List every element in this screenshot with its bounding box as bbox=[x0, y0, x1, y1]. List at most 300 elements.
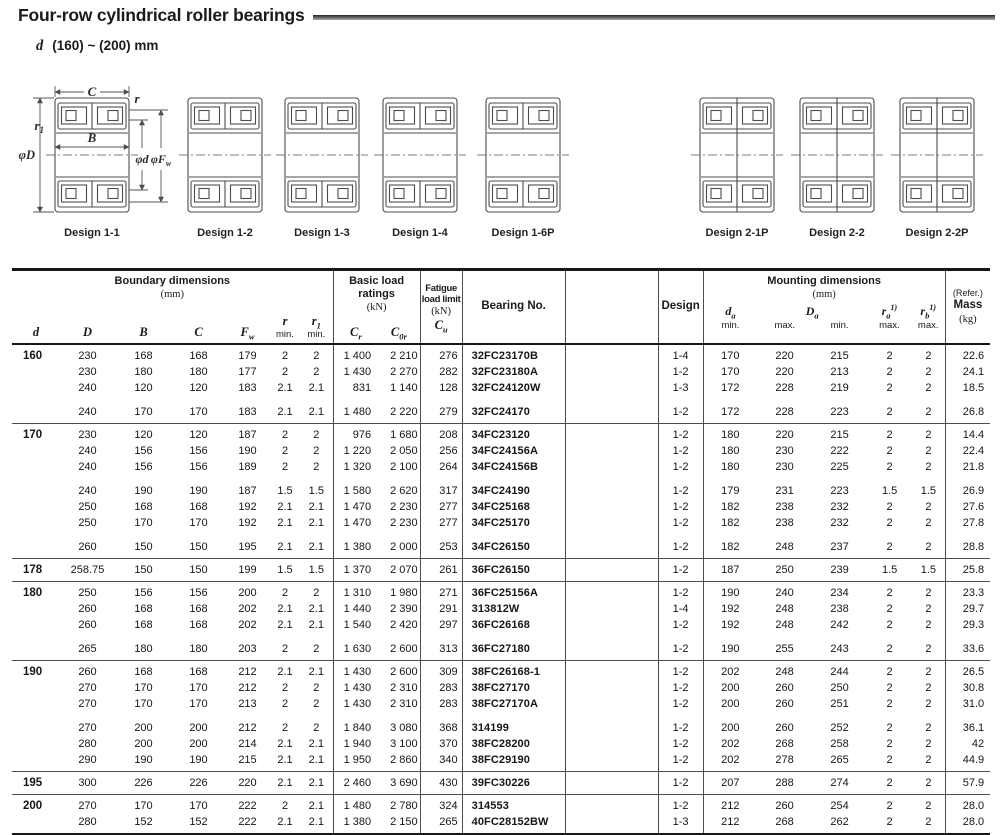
mass: 26.9 bbox=[962, 484, 985, 497]
cu: 264 bbox=[420, 459, 462, 475]
width-c: 180 bbox=[189, 642, 208, 655]
col-sym: d bbox=[32, 325, 40, 340]
cr: 831 bbox=[352, 381, 372, 394]
r-min: 2.1 bbox=[277, 602, 293, 615]
bore-diameter bbox=[12, 443, 60, 459]
cu: 283 bbox=[420, 680, 462, 696]
table-row bbox=[12, 736, 990, 752]
width-b: 170 bbox=[134, 405, 153, 418]
design-code: 1-2 bbox=[658, 424, 703, 444]
c0r: 1 980 bbox=[378, 582, 420, 602]
r-min: 2.1 bbox=[277, 540, 293, 553]
fw: 199 bbox=[238, 563, 257, 576]
cu: 282 bbox=[420, 364, 462, 380]
Da-min: 238 bbox=[830, 602, 849, 615]
bearing-design-diagrams bbox=[0, 84, 1000, 250]
da-min: 202 bbox=[721, 753, 740, 766]
width-c: 170 bbox=[189, 516, 208, 529]
width-b: 170 bbox=[134, 799, 153, 812]
Da-min: 265 bbox=[830, 753, 849, 766]
bore-diameter bbox=[12, 601, 60, 617]
Da-min: 234 bbox=[830, 586, 849, 599]
dimension-label: r bbox=[134, 91, 140, 106]
mass: 25.8 bbox=[962, 563, 985, 576]
bore-diameter: 170 bbox=[23, 428, 43, 441]
mass: 26.5 bbox=[962, 665, 985, 678]
col-sym: $C_{0r}$ bbox=[378, 314, 420, 344]
rb-max: 2 bbox=[912, 617, 945, 633]
bearing-number: 32FC24120W bbox=[462, 380, 565, 396]
c0r: 1 140 bbox=[378, 380, 420, 396]
da-max: 231 bbox=[775, 484, 794, 497]
outer-diameter: 265 bbox=[78, 642, 97, 655]
rb-max: 2 bbox=[912, 364, 945, 380]
outer-diameter: 230 bbox=[78, 349, 97, 362]
width-c: 170 bbox=[189, 681, 208, 694]
table-row bbox=[12, 795, 990, 815]
mass: 31.0 bbox=[962, 697, 985, 710]
cu: 317 bbox=[420, 475, 462, 499]
bearing-number: 36FC25156A bbox=[462, 582, 565, 602]
blank bbox=[565, 459, 658, 475]
cr: 1 430 bbox=[343, 365, 372, 378]
cr: 1 430 bbox=[343, 665, 372, 678]
width-c: 170 bbox=[189, 405, 208, 418]
cr: 2 460 bbox=[343, 776, 372, 789]
bore-diameter bbox=[12, 617, 60, 633]
bore-diameter: 178 bbox=[23, 563, 43, 576]
mass: 42 bbox=[971, 737, 985, 750]
blank bbox=[565, 712, 658, 736]
bearing-cross-section bbox=[179, 98, 271, 212]
ra-max: 2 bbox=[886, 365, 893, 378]
mass: 44.9 bbox=[962, 753, 985, 766]
bore-section-180 bbox=[12, 582, 990, 661]
cr: 1 440 bbox=[343, 602, 372, 615]
c0r: 2 220 bbox=[378, 396, 420, 424]
Da-min: 252 bbox=[830, 721, 849, 734]
Da-min: 251 bbox=[830, 697, 849, 710]
r-min: 2.1 bbox=[277, 665, 293, 678]
da-min: 202 bbox=[721, 737, 740, 750]
outer-diameter: 290 bbox=[78, 753, 97, 766]
bore-diameter bbox=[12, 736, 60, 752]
outer-diameter: 260 bbox=[78, 618, 97, 631]
table-row bbox=[12, 772, 990, 795]
cu: 297 bbox=[420, 617, 462, 633]
fw: 200 bbox=[238, 586, 257, 599]
width-c: 120 bbox=[189, 428, 208, 441]
rb-max: 2 bbox=[912, 712, 945, 736]
da-max: 260 bbox=[775, 799, 794, 812]
design-code: 1-2 bbox=[658, 499, 703, 515]
Da-min: 232 bbox=[830, 516, 849, 529]
ra-max: 2 bbox=[886, 460, 893, 473]
bore-diameter bbox=[12, 475, 60, 499]
width-b: 168 bbox=[134, 665, 153, 678]
da-min: 192 bbox=[721, 618, 740, 631]
outer-diameter: 300 bbox=[78, 776, 97, 789]
blank bbox=[565, 582, 658, 602]
bearing-no-header: Bearing No. bbox=[462, 270, 565, 345]
bore-diameter: 200 bbox=[23, 799, 43, 812]
da-max: 248 bbox=[775, 665, 794, 678]
da-min: 187 bbox=[721, 563, 740, 576]
width-b: 168 bbox=[134, 602, 153, 615]
cu: 261 bbox=[420, 559, 462, 582]
design-label: Design 1-4 bbox=[392, 227, 448, 239]
table-header bbox=[12, 270, 990, 345]
c0r: 1 680 bbox=[378, 424, 420, 444]
bearing-number: 34FC24190 bbox=[462, 475, 565, 499]
cr: 1 430 bbox=[343, 697, 372, 710]
outer-diameter: 280 bbox=[78, 815, 97, 828]
cu: 324 bbox=[420, 795, 462, 815]
col-sym: r min. bbox=[276, 314, 294, 341]
outer-diameter: 270 bbox=[78, 721, 97, 734]
mass: 21.8 bbox=[962, 460, 985, 473]
da-min: 180 bbox=[721, 460, 740, 473]
outer-diameter: 230 bbox=[78, 365, 97, 378]
c0r: 2 150 bbox=[378, 814, 420, 834]
Da-min: 213 bbox=[830, 365, 849, 378]
mass: 33.6 bbox=[962, 642, 985, 655]
dimension-label: φd bbox=[135, 152, 149, 166]
cr: 1 400 bbox=[343, 349, 372, 362]
Da-min: 223 bbox=[830, 484, 849, 497]
outer-diameter: 260 bbox=[78, 602, 97, 615]
r1-min: 2.1 bbox=[300, 601, 333, 617]
outer-diameter: 258.75 bbox=[70, 563, 105, 576]
da-max: 260 bbox=[775, 721, 794, 734]
width-b: 120 bbox=[134, 381, 153, 394]
table-row bbox=[12, 515, 990, 531]
bore-diameter bbox=[12, 459, 60, 475]
da-min: 180 bbox=[721, 444, 740, 457]
blank bbox=[565, 661, 658, 681]
design-code: 1-2 bbox=[658, 772, 703, 795]
blank bbox=[565, 696, 658, 712]
mass: 29.7 bbox=[962, 602, 985, 615]
cr: 1 630 bbox=[343, 642, 372, 655]
fw: 195 bbox=[238, 540, 257, 553]
dimension-label: φD bbox=[18, 148, 35, 162]
width-c: 226 bbox=[189, 776, 208, 789]
blank bbox=[565, 396, 658, 424]
bearing-number: 32FC23170B bbox=[462, 344, 565, 364]
r1-min: 2.1 bbox=[300, 661, 333, 681]
fw: 177 bbox=[238, 365, 257, 378]
width-b: 156 bbox=[134, 460, 153, 473]
bore-diameter: 180 bbox=[23, 586, 43, 599]
blank bbox=[565, 515, 658, 531]
col-sym: C bbox=[194, 325, 203, 340]
rb-max: 2 bbox=[912, 396, 945, 424]
bearing-number: 34FC25170 bbox=[462, 515, 565, 531]
dimension-label: $\varphi F_w$ bbox=[150, 152, 172, 168]
outer-diameter: 240 bbox=[78, 444, 97, 457]
Da-min: 219 bbox=[830, 381, 849, 394]
r-min: 1.5 bbox=[277, 563, 293, 576]
da-max: 260 bbox=[775, 681, 794, 694]
r1-min: 2.1 bbox=[300, 396, 333, 424]
da-max: 220 bbox=[775, 349, 794, 362]
design-label: Design 2-2P bbox=[905, 227, 969, 239]
cr: 1 540 bbox=[343, 618, 372, 631]
r1-min: 2 bbox=[300, 459, 333, 475]
cu: 208 bbox=[420, 424, 462, 444]
c0r: 2 310 bbox=[378, 680, 420, 696]
width-c: 156 bbox=[189, 444, 208, 457]
width-c: 190 bbox=[189, 484, 208, 497]
r-min: 2.1 bbox=[277, 381, 293, 394]
bore-diameter: 160 bbox=[23, 349, 43, 362]
bearing-number: 32FC23180A bbox=[462, 364, 565, 380]
Da-min: 223 bbox=[830, 405, 849, 418]
Da-min: 242 bbox=[830, 618, 849, 631]
table-row bbox=[12, 752, 990, 772]
da-min: 170 bbox=[721, 365, 740, 378]
r-min: 2.1 bbox=[277, 405, 293, 418]
da-max: 248 bbox=[775, 602, 794, 615]
ra-max: 2 bbox=[886, 665, 893, 678]
c0r: 2 420 bbox=[378, 617, 420, 633]
dimension-label: $r_1$ bbox=[34, 118, 44, 135]
c0r: 2 100 bbox=[378, 459, 420, 475]
bore-range-subtitle bbox=[36, 38, 158, 55]
blank bbox=[565, 601, 658, 617]
da-max: 268 bbox=[775, 815, 794, 828]
Da-min: 250 bbox=[830, 681, 849, 694]
outer-diameter: 270 bbox=[78, 681, 97, 694]
fw: 214 bbox=[238, 737, 257, 750]
mass: 28.0 bbox=[962, 799, 985, 812]
bore-section-200 bbox=[12, 795, 990, 835]
r-min: 2 bbox=[281, 365, 289, 378]
width-c: 200 bbox=[189, 737, 208, 750]
r1-min: 2 bbox=[300, 680, 333, 696]
outer-diameter: 260 bbox=[78, 665, 97, 678]
bore-section-195 bbox=[12, 772, 990, 795]
blank bbox=[565, 443, 658, 459]
bore-diameter: 195 bbox=[23, 776, 43, 789]
blank-column-header bbox=[565, 270, 658, 345]
ra-max: 1.5 bbox=[881, 563, 898, 576]
mass: 14.4 bbox=[962, 428, 985, 441]
bore-diameter bbox=[12, 680, 60, 696]
cr: 1 430 bbox=[343, 681, 372, 694]
r1-min: 2 bbox=[300, 344, 333, 364]
table-row bbox=[12, 499, 990, 515]
fw: 190 bbox=[238, 444, 257, 457]
bearing-number: 34FC26150 bbox=[462, 531, 565, 559]
design-label: Design 2-1P bbox=[705, 227, 769, 239]
r1-min: 2.1 bbox=[300, 499, 333, 515]
width-b: 170 bbox=[134, 697, 153, 710]
Da-min: 215 bbox=[830, 428, 849, 441]
bearing-number: 36FC26168 bbox=[462, 617, 565, 633]
fw: 220 bbox=[238, 776, 257, 789]
Da-min: 262 bbox=[830, 815, 849, 828]
ra-max: 2 bbox=[886, 602, 893, 615]
design-code: 1-2 bbox=[658, 752, 703, 772]
mass-header: (Refer.) Mass (kg) bbox=[952, 288, 983, 325]
ra-max: 2 bbox=[886, 381, 893, 394]
r1-min: 2 bbox=[300, 582, 333, 602]
r-min: 2.1 bbox=[277, 516, 293, 529]
rb-max: 2 bbox=[912, 515, 945, 531]
width-b: 170 bbox=[134, 516, 153, 529]
bearing-spec-table bbox=[12, 268, 990, 835]
cu: 276 bbox=[420, 344, 462, 364]
outer-diameter: 260 bbox=[78, 540, 97, 553]
bearing-cross-section bbox=[46, 98, 138, 212]
bearing-number: 314199 bbox=[462, 712, 565, 736]
dimension-annotations bbox=[33, 86, 168, 212]
cr: 1 940 bbox=[343, 737, 372, 750]
design-label: Design 2-2 bbox=[809, 227, 865, 239]
blank bbox=[565, 795, 658, 815]
fw: 187 bbox=[238, 484, 257, 497]
mass: 57.9 bbox=[962, 776, 985, 789]
c0r: 2 600 bbox=[378, 661, 420, 681]
rb-max: 2 bbox=[912, 772, 945, 795]
da-min: 179 bbox=[721, 484, 740, 497]
fw: 222 bbox=[238, 815, 257, 828]
table-row bbox=[12, 582, 990, 602]
cr: 1 480 bbox=[343, 799, 372, 812]
cu: 279 bbox=[420, 396, 462, 424]
width-c: 120 bbox=[189, 381, 208, 394]
cu: 291 bbox=[420, 601, 462, 617]
cr: 1 380 bbox=[343, 815, 372, 828]
r1-min: 2 bbox=[300, 696, 333, 712]
rb-max: 2 bbox=[912, 582, 945, 602]
rb-max: 2 bbox=[912, 459, 945, 475]
da-max: 260 bbox=[775, 697, 794, 710]
Da-min: 237 bbox=[830, 540, 849, 553]
blank bbox=[565, 752, 658, 772]
cr: 1 310 bbox=[343, 586, 372, 599]
mass: 26.8 bbox=[962, 405, 985, 418]
width-c: 168 bbox=[189, 665, 208, 678]
table-row bbox=[12, 396, 990, 424]
mass: 23.3 bbox=[962, 586, 985, 599]
bearing-number: 39FC30226 bbox=[462, 772, 565, 795]
rb-max: 2 bbox=[912, 499, 945, 515]
r-min: 2 bbox=[281, 444, 289, 457]
bore-section-160 bbox=[12, 344, 990, 424]
c0r: 2 310 bbox=[378, 696, 420, 712]
Da-min: 244 bbox=[830, 665, 849, 678]
mass: 22.4 bbox=[962, 444, 985, 457]
da-max: 228 bbox=[775, 405, 794, 418]
bearing-number: 38FC27170A bbox=[462, 696, 565, 712]
da-min: 207 bbox=[721, 776, 740, 789]
cr: 1 470 bbox=[343, 516, 372, 529]
da-max: 248 bbox=[775, 618, 794, 631]
fw: 203 bbox=[238, 642, 257, 655]
width-b: 168 bbox=[134, 500, 153, 513]
outer-diameter: 270 bbox=[78, 799, 97, 812]
c0r: 2 230 bbox=[378, 515, 420, 531]
table-row bbox=[12, 380, 990, 396]
r-min: 2.1 bbox=[277, 618, 293, 631]
da-min: 192 bbox=[721, 602, 740, 615]
fw: 192 bbox=[238, 500, 257, 513]
da-max: 220 bbox=[775, 428, 794, 441]
c0r: 2 210 bbox=[378, 344, 420, 364]
bearing-number: 36FC26150 bbox=[462, 559, 565, 582]
r1-min: 2.1 bbox=[300, 752, 333, 772]
ra-max: 2 bbox=[886, 815, 893, 828]
design-code: 1-4 bbox=[658, 601, 703, 617]
table-row bbox=[12, 364, 990, 380]
blank bbox=[565, 531, 658, 559]
da-min: 172 bbox=[721, 405, 740, 418]
ra-max: 1.5 bbox=[881, 484, 898, 497]
bore-diameter bbox=[12, 396, 60, 424]
blank bbox=[565, 380, 658, 396]
fw: 183 bbox=[238, 405, 257, 418]
bearing-number: 38FC26168-1 bbox=[462, 661, 565, 681]
da-min: 190 bbox=[721, 586, 740, 599]
outer-diameter: 250 bbox=[78, 586, 97, 599]
da-min: 182 bbox=[721, 500, 740, 513]
mass: 27.6 bbox=[962, 500, 985, 513]
rb-max: 2 bbox=[912, 795, 945, 815]
bore-diameter bbox=[12, 364, 60, 380]
width-b: 150 bbox=[134, 563, 153, 576]
width-b: 226 bbox=[134, 776, 153, 789]
bearing-number: 32FC24170 bbox=[462, 396, 565, 424]
bore-range-value: (160) ~ (200) mm bbox=[52, 38, 159, 53]
width-c: 200 bbox=[189, 721, 208, 734]
blank bbox=[565, 364, 658, 380]
width-c: 168 bbox=[189, 618, 208, 631]
bearing-number: 38FC28200 bbox=[462, 736, 565, 752]
table-row bbox=[12, 814, 990, 834]
bearing-number: 34FC23120 bbox=[462, 424, 565, 444]
width-c: 170 bbox=[189, 799, 208, 812]
design-code: 1-2 bbox=[658, 696, 703, 712]
fw: 183 bbox=[238, 381, 257, 394]
bore-diameter bbox=[12, 380, 60, 396]
da-max: 278 bbox=[775, 753, 794, 766]
fatigue-load-limit-header: Fatigue load limit (kN) $C_u$ bbox=[420, 270, 462, 345]
fw: 213 bbox=[238, 697, 257, 710]
c0r: 2 230 bbox=[378, 499, 420, 515]
design-code: 1-3 bbox=[658, 814, 703, 834]
ra-max: 2 bbox=[886, 737, 893, 750]
design-label: Design 1-3 bbox=[294, 227, 350, 239]
width-b: 168 bbox=[134, 349, 153, 362]
cr: 976 bbox=[352, 428, 372, 441]
basic-load-ratings-header: Basic load ratings (kN) bbox=[333, 270, 420, 315]
fw: 212 bbox=[238, 681, 257, 694]
table-row bbox=[12, 696, 990, 712]
outer-diameter: 250 bbox=[78, 500, 97, 513]
design-code: 1-2 bbox=[658, 661, 703, 681]
r-min: 2.1 bbox=[277, 753, 293, 766]
fw: 187 bbox=[238, 428, 257, 441]
bore-diameter bbox=[12, 752, 60, 772]
table-row bbox=[12, 661, 990, 681]
table-row bbox=[12, 531, 990, 559]
rb-max: 2 bbox=[912, 633, 945, 661]
width-b: 180 bbox=[134, 365, 153, 378]
fw: 202 bbox=[238, 618, 257, 631]
